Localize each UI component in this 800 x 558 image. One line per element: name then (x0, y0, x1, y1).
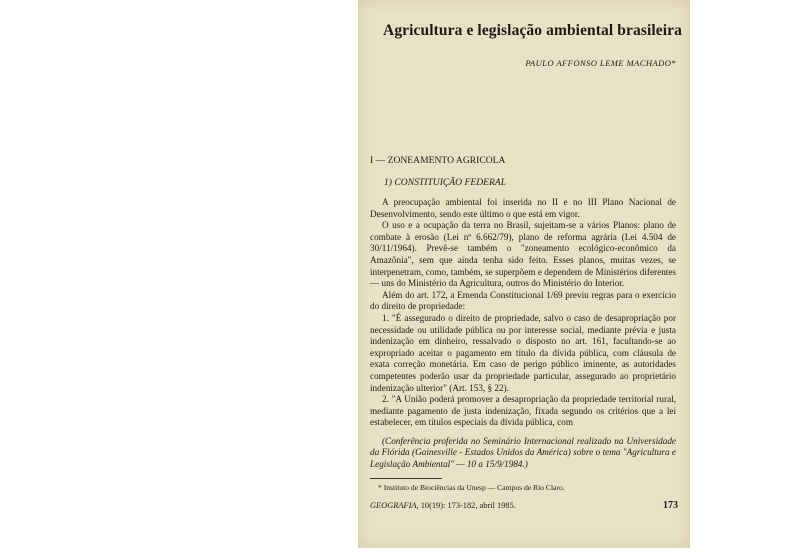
body-paragraph: 1. "É assegurado o direito de propriedade, salvo o caso de desapropriação por necessidade ou utilidade pública ou por interesse social, mediante prévia e justa indenização em dinheiro, ressalvado o disposto no art. 161, facultando-se ao expropriado aceitar o pagamento em título da dívida pública, com cláusula de exata correção monetária. Em caso de perigo público iminente, as autoridades competentes poderão usar da propriedade particular, assegurado ao proprietário indenização ulterior" (Art. 153, § 22). (370, 312, 676, 393)
journal-name: GEOGRAFIA, (370, 501, 419, 510)
journal-citation (370, 501, 516, 510)
journal-reference: 10(19): 173-182, abril 1985. (418, 501, 516, 510)
article-title: Agricultura e legislação ambiental brasileira (383, 22, 682, 39)
article-body (370, 197, 676, 429)
section-heading: I — ZONEAMENTO AGRICOLA (370, 155, 506, 166)
body-paragraph: 2. "A União poderá promover a desapropriação da propriedade territorial rural, mediante pagamento de justa indenização, fixada segundo os critérios que a lei estabelecer, em títulos especiais da dívida pública, com (370, 394, 676, 428)
subsection-heading: 1) CONSTITUIÇÃO FEDERAL (384, 177, 507, 188)
body-paragraph: A preocupação ambiental foi inserida no II e no III Plano Nacional de Desenvolvimento, sendo este último o que está em vigor. (370, 197, 676, 219)
article-author: PAULO AFFONSO LEME MACHADO* (525, 58, 676, 68)
footnote-divider (370, 478, 442, 479)
body-paragraph: O uso e a ocupação da terra no Brasil, sujeitam-se a vários Planos: plano de combate à erosão (Lei nº 6.662/79), plano de reforma agrária (Lei 4.504 de 30/11/1964). Prevê-se também o "zoneamento ecológico-econômico da Amazônia", sem que ainda tenha sido feito. Esses planos, muitas vezes, se interpenetram, como, também, se superpõem e dependem de Ministérios diferentes — uns do Ministério da Agricultura, outros do Ministério do Interior. (370, 220, 676, 289)
author-footnote: * Instituto de Biociências da Unesp — Campus de Rio Claro. (378, 483, 565, 492)
page-number: 173 (663, 500, 678, 511)
conference-note: (Conferência proferida no Seminário Internacional realizado na Universidade da Flórida (Gainesville - Estados Unidos da América) sobre o tema "Agricultura e Legislação Ambiental" — 10 a 15/9/1984.) (370, 436, 676, 469)
body-paragraph: Além do art. 172, a Emenda Constitucional 1/69 previu regras para o exercício do direito de propriedade: (370, 289, 676, 312)
document-page (358, 0, 690, 548)
